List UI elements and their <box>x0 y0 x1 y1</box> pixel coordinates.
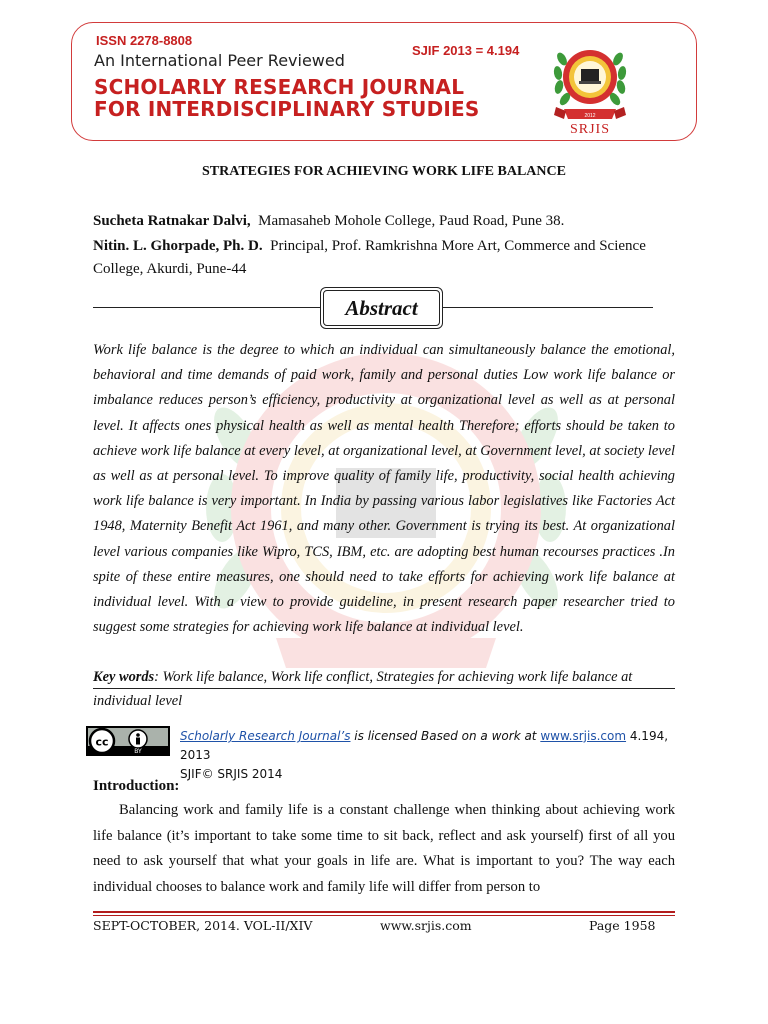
author-1 <box>93 210 675 233</box>
sjif-impact: SJIF 2013 = 4.194 <box>412 43 520 58</box>
keywords-label: Key words <box>93 669 155 685</box>
author-name: Nitin. L. Ghorpade, Ph. D. <box>93 238 263 254</box>
paper-title: STRATEGIES FOR ACHIEVING WORK LIFE BALANCE <box>202 164 566 179</box>
keywords-text: : Work life balance, Work life conflict, Strategies for achieving work life balance at individual level <box>93 669 633 709</box>
journal-seal-icon <box>550 29 630 135</box>
author-affiliation: Principal, Prof. Ramkrishna More Art, Commerce and Science College, Akurdi, Pune-44 <box>93 238 646 277</box>
author-2 <box>93 235 675 281</box>
abstract-heading: Abstract <box>345 296 418 320</box>
abstract-heading-box <box>320 287 443 329</box>
divider-right <box>442 307 653 308</box>
footer-rule-thick <box>93 911 675 913</box>
license-notice <box>180 727 700 784</box>
footer-issue: SEPT-OCTOBER, 2014. VOL-II/XIV <box>93 918 313 933</box>
footer-page: Page 1958 <box>589 918 656 933</box>
journal-title-line1: SCHOLARLY RESEARCH JOURNAL <box>94 75 465 99</box>
license-impact: 4.194, 2013 <box>180 729 669 762</box>
author-affiliation: Mamasaheb Mohole College, Paud Road, Pune 38. <box>258 213 565 229</box>
issn: ISSN 2278-8808 <box>96 33 193 48</box>
svg-text:cc: cc <box>95 735 109 749</box>
footer-site: www.srjis.com <box>380 918 472 933</box>
cc-by-label: BY <box>134 748 142 755</box>
creative-commons-by-icon <box>86 726 170 756</box>
keywords <box>93 665 675 713</box>
journal-link[interactable]: Scholarly Research Journal’s <box>180 729 351 743</box>
logo-label: SRJIS <box>569 122 611 135</box>
introduction-text: Balancing work and family life is a constant challenge when thinking about achieving work life balance (it’s important to take some time to sit back, reflect and ask yourself) first of all you need to ask yourself that what your goals in life are. What is important to you? The way each individual chooses to balance work and family life will differ from person to <box>93 802 675 895</box>
journal-title-line2: FOR INTERDISCIPLINARY STUDIES <box>94 97 480 121</box>
author-name: Sucheta Ratnakar Dalvi, <box>93 213 251 229</box>
peer-reviewed-label: An International Peer Reviewed <box>94 51 345 70</box>
license-text: is licensed Based on a work at <box>350 729 541 743</box>
footer-rule-thin <box>93 915 675 916</box>
license-copyright: SJIF© SRJIS 2014 <box>180 767 283 781</box>
abstract-text: Work life balance is the degree to which an individual can simultaneously balance the emotional, behavioral and time demands of paid work, family and personal duties Low work life balance or imbalance reduces person’s efficiency, productivity at organizational level as well as at personal level. It affects ones physical health as well as mental health Therefore; efforts should be taken to achieve work life balance at every level, at organizational level, at Government level, at society level as well as at personal level. To improve quality of family life, productivity, social health achieving work life balance is very important. In India by passing various labor legislatives like Factories Act 1948, Maternity Benefit Act 1961, and many other. Government is trying its best. At organizational level various companies like Wipro, TCS, IBM, etc. are adopting best human recourses practices .In spite of these entire measures, one should need to take efforts for achieving work life balance at individual level. With a view to provide guideline, in present research paper researcher tried to suggest some strategies for achieving work life balance at individual level. <box>93 342 675 636</box>
journal-header <box>71 22 697 141</box>
keywords-rule <box>93 688 675 689</box>
divider-left <box>93 307 321 308</box>
logo-year: 2012 <box>584 113 596 119</box>
introduction-heading: Introduction: <box>93 778 180 794</box>
site-link[interactable]: www.srjis.com <box>540 729 627 743</box>
